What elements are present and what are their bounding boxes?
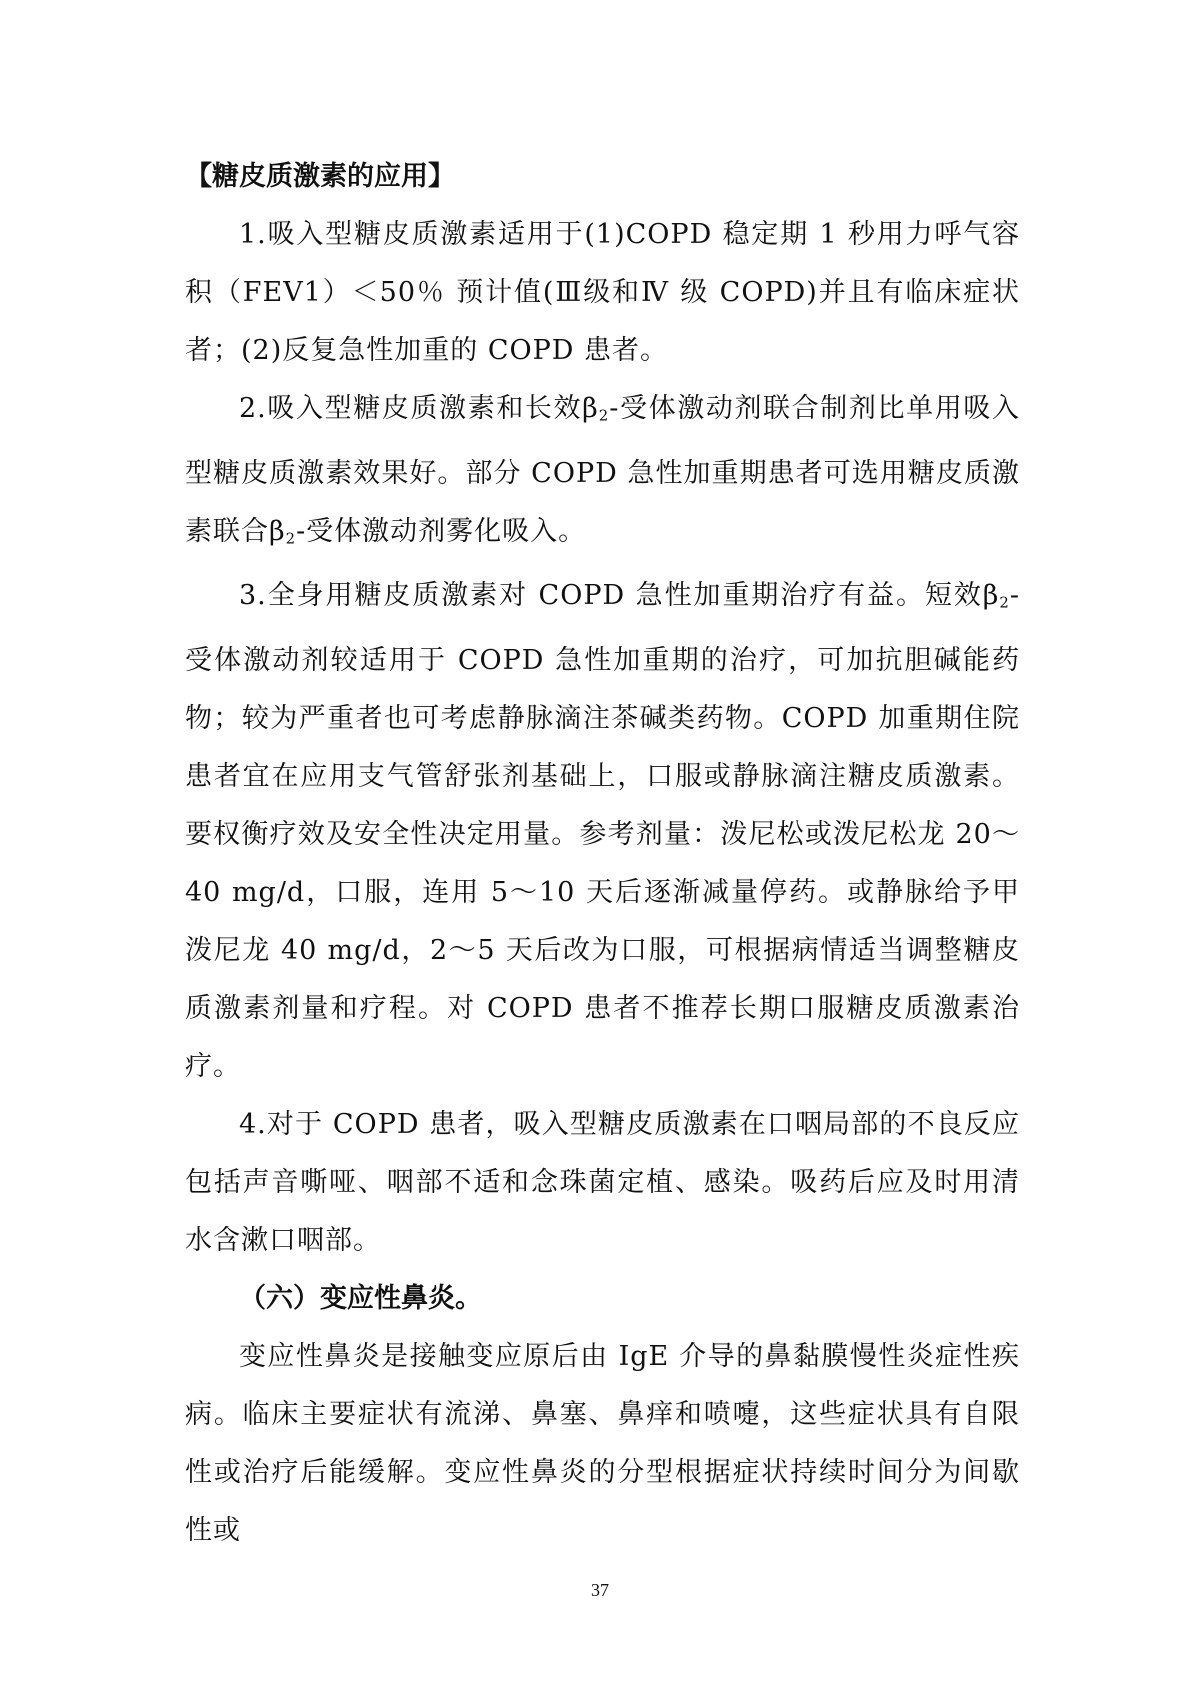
item-2-subscript-b: 2: [285, 529, 297, 548]
page-number: 37: [591, 1580, 609, 1600]
paragraph-item-2: [185, 380, 1020, 567]
section-heading: 【糖皮质激素的应用】: [185, 161, 455, 192]
subsection-heading: （六）变应性鼻炎。: [239, 1283, 482, 1315]
page-content: [185, 148, 1020, 1560]
paragraph-item-4: 4.对于 COPD 患者，吸入型糖皮质激素在口咽局部的不良反应包括声音嘶哑、咽部不适和念珠菌定植、感染。吸药后应及时用清水含漱口咽部。: [185, 1109, 1020, 1257]
item-3-text-a: 3.全身用糖皮质激素对 COPD 急性加重期治疗有益。短效β: [239, 580, 1000, 612]
paragraph-item-3: [185, 567, 1020, 1096]
item-2-text-c: -受体激动剂雾化吸入。: [296, 515, 587, 547]
item-2-text-b: -受体激动剂联合制剂比单用吸入型糖皮质激素效果好。部分 COPD 急性加重期患者可选用糖皮质激素联合β: [185, 393, 1020, 547]
item-2-text-a: 2.吸入型糖皮质激素和长效β: [239, 393, 599, 424]
item-3-subscript: 2: [999, 594, 1010, 613]
paragraph-item-1: 1.吸入型糖皮质激素适用于(1)COPD 稳定期 1 秒用力呼气容积（FEV1）＜50％ 预计值(Ⅲ级和Ⅳ 级 COPD)并且有临床症状者；(2)反复急性加重的 COPD 患者。: [185, 219, 1020, 366]
item-2-subscript-a: 2: [598, 406, 610, 425]
subsection-paragraph: 变应性鼻炎是接触变应原后由 IgE 介导的鼻黏膜慢性炎症性疾病。临床主要症状有流涕、鼻塞、鼻痒和喷嚏，这些症状具有自限性或治疗后能缓解。变应性鼻炎的分型根据症状持续时间分为间歇性或: [185, 1341, 1020, 1547]
item-3-text-b: -受体激动剂较适用于 COPD 急性加重期的治疗，可加抗胆碱能药物；较为严重者也可考虑静脉滴注茶碱类药物。COPD 加重期住院患者宜在应用支气管舒张剂基础上，口服或静脉滴注糖皮质激素。要权衡疗效及安全性决定用量。参考剂量：泼尼松或泼尼松龙 20～40 mg/d，口服，连用 5～10 天后逐渐减量停药。或静脉给予甲泼尼龙 40 mg/d，2～5 天后改为口服，可根据病情适当调整糖皮质激素剂量和疗程。对 COPD 患者不推荐长期口服糖皮质激素治疗。: [185, 580, 1020, 1083]
